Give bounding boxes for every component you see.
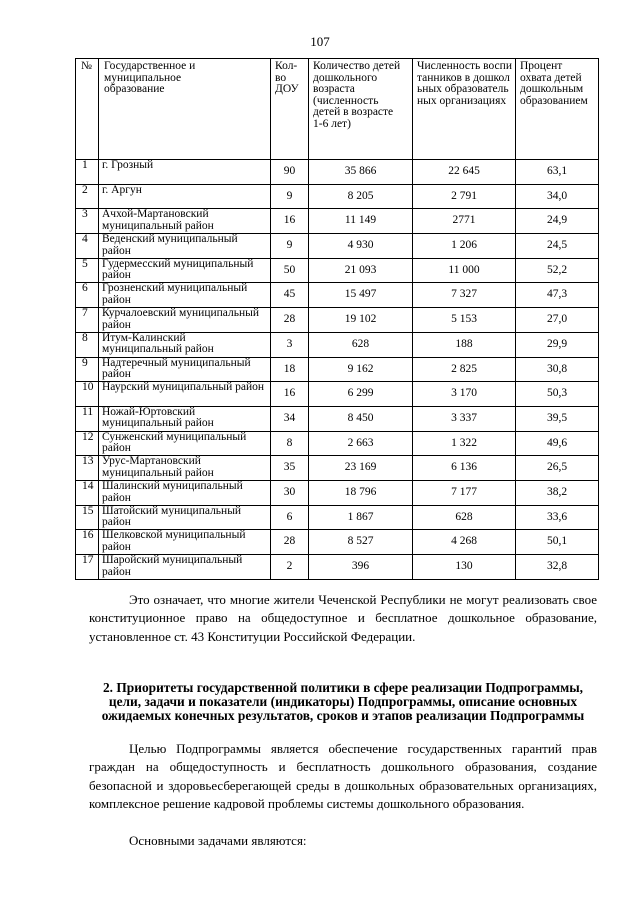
table-row	[76, 431, 599, 456]
cell-pupils: 130	[413, 555, 516, 580]
page-number: 107	[310, 34, 330, 49]
cell-dou-count: 2	[271, 555, 309, 580]
cell-pupils: 6 136	[413, 456, 516, 481]
header-children: Количество детей дошкольного возраста (численность детей в возрасте 1-6 лет)	[309, 59, 413, 160]
cell-percent: 47,3	[516, 283, 599, 308]
cell-dou-count: 3	[271, 332, 309, 357]
cell-entity: Сунженский муниципальный район	[99, 431, 271, 456]
table-row	[76, 209, 599, 234]
cell-entity: Итум-Калинский муниципальный район	[99, 332, 271, 357]
table-row	[76, 480, 599, 505]
header-entity: Государственное и муниципальное образование	[99, 59, 271, 160]
cell-percent: 33,6	[516, 505, 599, 530]
cell-pupils: 3 337	[413, 406, 516, 431]
cell-entity: г. Аргун	[99, 184, 271, 209]
cell-entity: Шелковской муниципальный район	[99, 530, 271, 555]
cell-dou-count: 9	[271, 184, 309, 209]
cell-dou-count: 35	[271, 456, 309, 481]
cell-pupils: 1 206	[413, 234, 516, 259]
cell-dou-count: 34	[271, 406, 309, 431]
table-row	[76, 160, 599, 185]
table-row	[76, 456, 599, 481]
cell-children: 23 169	[309, 456, 413, 481]
cell-number: 2	[76, 184, 99, 209]
table-row	[76, 308, 599, 333]
cell-percent: 50,1	[516, 530, 599, 555]
header-percent: Процент охвата детей дошкольным образованием	[516, 59, 599, 160]
cell-children: 15 497	[309, 283, 413, 308]
table-header-row	[76, 59, 599, 160]
cell-dou-count: 50	[271, 258, 309, 283]
cell-number: 10	[76, 382, 99, 407]
cell-percent: 39,5	[516, 406, 599, 431]
cell-dou-count: 28	[271, 308, 309, 333]
cell-percent: 24,5	[516, 234, 599, 259]
cell-dou-count: 28	[271, 530, 309, 555]
cell-children: 8 450	[309, 406, 413, 431]
cell-percent: 27,0	[516, 308, 599, 333]
cell-children: 11 149	[309, 209, 413, 234]
cell-dou-count: 16	[271, 209, 309, 234]
cell-entity: Урус-Мартановский муниципальный район	[99, 456, 271, 481]
cell-pupils: 2 825	[413, 357, 516, 382]
cell-dou-count: 90	[271, 160, 309, 185]
cell-percent: 38,2	[516, 480, 599, 505]
header-number: №	[76, 59, 99, 160]
table-row	[76, 332, 599, 357]
cell-dou-count: 30	[271, 480, 309, 505]
cell-number: 8	[76, 332, 99, 357]
cell-pupils: 22 645	[413, 160, 516, 185]
cell-pupils: 7 327	[413, 283, 516, 308]
cell-number: 1	[76, 160, 99, 185]
cell-dou-count: 6	[271, 505, 309, 530]
cell-children: 2 663	[309, 431, 413, 456]
cell-percent: 29,9	[516, 332, 599, 357]
cell-percent: 32,8	[516, 555, 599, 580]
table-row	[76, 406, 599, 431]
cell-number: 15	[76, 505, 99, 530]
cell-entity: Гудермесский муниципальный район	[99, 258, 271, 283]
cell-pupils: 5 153	[413, 308, 516, 333]
cell-children: 35 866	[309, 160, 413, 185]
cell-percent: 26,5	[516, 456, 599, 481]
cell-entity: Шаройский муниципальный район	[99, 555, 271, 580]
table-row	[76, 555, 599, 580]
cell-children: 19 102	[309, 308, 413, 333]
cell-pupils: 2771	[413, 209, 516, 234]
cell-entity: Веденский муниципальный район	[99, 234, 271, 259]
cell-number: 7	[76, 308, 99, 333]
cell-entity: г. Грозный	[99, 160, 271, 185]
paragraph-constitution	[89, 591, 597, 646]
cell-percent: 50,3	[516, 382, 599, 407]
cell-number: 11	[76, 406, 99, 431]
cell-children: 9 162	[309, 357, 413, 382]
section-heading: 2. Приоритеты государственной политики в сфере реализации Подпрограммы, цели, задачи и показатели (индикаторы) Подпрограммы, описание основных ожидаемых конечных результатов, сроков и этапов реализации Подпрограммы	[101, 680, 585, 723]
header-pupils: Численность воспитанников в дошкольных образовательных организациях	[413, 59, 516, 160]
cell-pupils: 3 170	[413, 382, 516, 407]
paragraph-goal	[89, 740, 597, 814]
cell-number: 12	[76, 431, 99, 456]
cell-dou-count: 9	[271, 234, 309, 259]
table-row	[76, 258, 599, 283]
paragraph-tasks	[89, 832, 597, 850]
cell-children: 628	[309, 332, 413, 357]
cell-pupils: 628	[413, 505, 516, 530]
preschool-coverage-table	[75, 58, 599, 580]
cell-number: 5	[76, 258, 99, 283]
cell-number: 6	[76, 283, 99, 308]
cell-dou-count: 16	[271, 382, 309, 407]
cell-dou-count: 45	[271, 283, 309, 308]
cell-number: 16	[76, 530, 99, 555]
table-row	[76, 234, 599, 259]
table-row	[76, 184, 599, 209]
cell-number: 3	[76, 209, 99, 234]
cell-children: 21 093	[309, 258, 413, 283]
cell-pupils: 188	[413, 332, 516, 357]
cell-number: 17	[76, 555, 99, 580]
cell-children: 18 796	[309, 480, 413, 505]
cell-entity: Грозненский муниципальный район	[99, 283, 271, 308]
cell-entity: Ачхой-Мартановский муниципальный район	[99, 209, 271, 234]
cell-children: 396	[309, 555, 413, 580]
cell-pupils: 1 322	[413, 431, 516, 456]
cell-entity: Шатойский муниципальный район	[99, 505, 271, 530]
cell-percent: 24,9	[516, 209, 599, 234]
cell-pupils: 2 791	[413, 184, 516, 209]
cell-dou-count: 8	[271, 431, 309, 456]
paragraph-text: Целью Подпрограммы является обеспечение государственных гарантий прав граждан на общедоступность и бесплатность дошкольного образования, создание безопасной и здоровьесберегающей среды в дошкольных образовательных организациях, комплексное решение кадровой проблемы системы дошкольного образования.	[89, 741, 597, 812]
cell-percent: 30,8	[516, 357, 599, 382]
cell-number: 9	[76, 357, 99, 382]
cell-entity: Шалинский муниципальный район	[99, 480, 271, 505]
cell-children: 6 299	[309, 382, 413, 407]
cell-pupils: 7 177	[413, 480, 516, 505]
cell-entity: Наурский муниципальный район	[99, 382, 271, 407]
cell-number: 4	[76, 234, 99, 259]
cell-percent: 49,6	[516, 431, 599, 456]
paragraph-text: Основными задачами являются:	[129, 833, 307, 848]
cell-entity: Надтеречный муниципальный район	[99, 357, 271, 382]
table-row	[76, 530, 599, 555]
table-row	[76, 505, 599, 530]
cell-percent: 63,1	[516, 160, 599, 185]
cell-number: 13	[76, 456, 99, 481]
table-row	[76, 283, 599, 308]
cell-children: 4 930	[309, 234, 413, 259]
cell-pupils: 4 268	[413, 530, 516, 555]
cell-children: 8 527	[309, 530, 413, 555]
cell-entity: Ножай-Юртовский муниципальный район	[99, 406, 271, 431]
table-row	[76, 382, 599, 407]
header-dou-count: Кол-во ДОУ	[271, 59, 309, 160]
cell-percent: 52,2	[516, 258, 599, 283]
cell-children: 1 867	[309, 505, 413, 530]
cell-number: 14	[76, 480, 99, 505]
cell-children: 8 205	[309, 184, 413, 209]
cell-entity: Курчалоевский муниципальный район	[99, 308, 271, 333]
cell-pupils: 11 000	[413, 258, 516, 283]
cell-dou-count: 18	[271, 357, 309, 382]
cell-percent: 34,0	[516, 184, 599, 209]
paragraph-text: Это означает, что многие жители Чеченской Республики не могут реализовать свое конституционное право на общедоступное и бесплатное дошкольное образование, установленное ст. 43 Конституции Российской Федерации.	[89, 592, 597, 644]
table-row	[76, 357, 599, 382]
